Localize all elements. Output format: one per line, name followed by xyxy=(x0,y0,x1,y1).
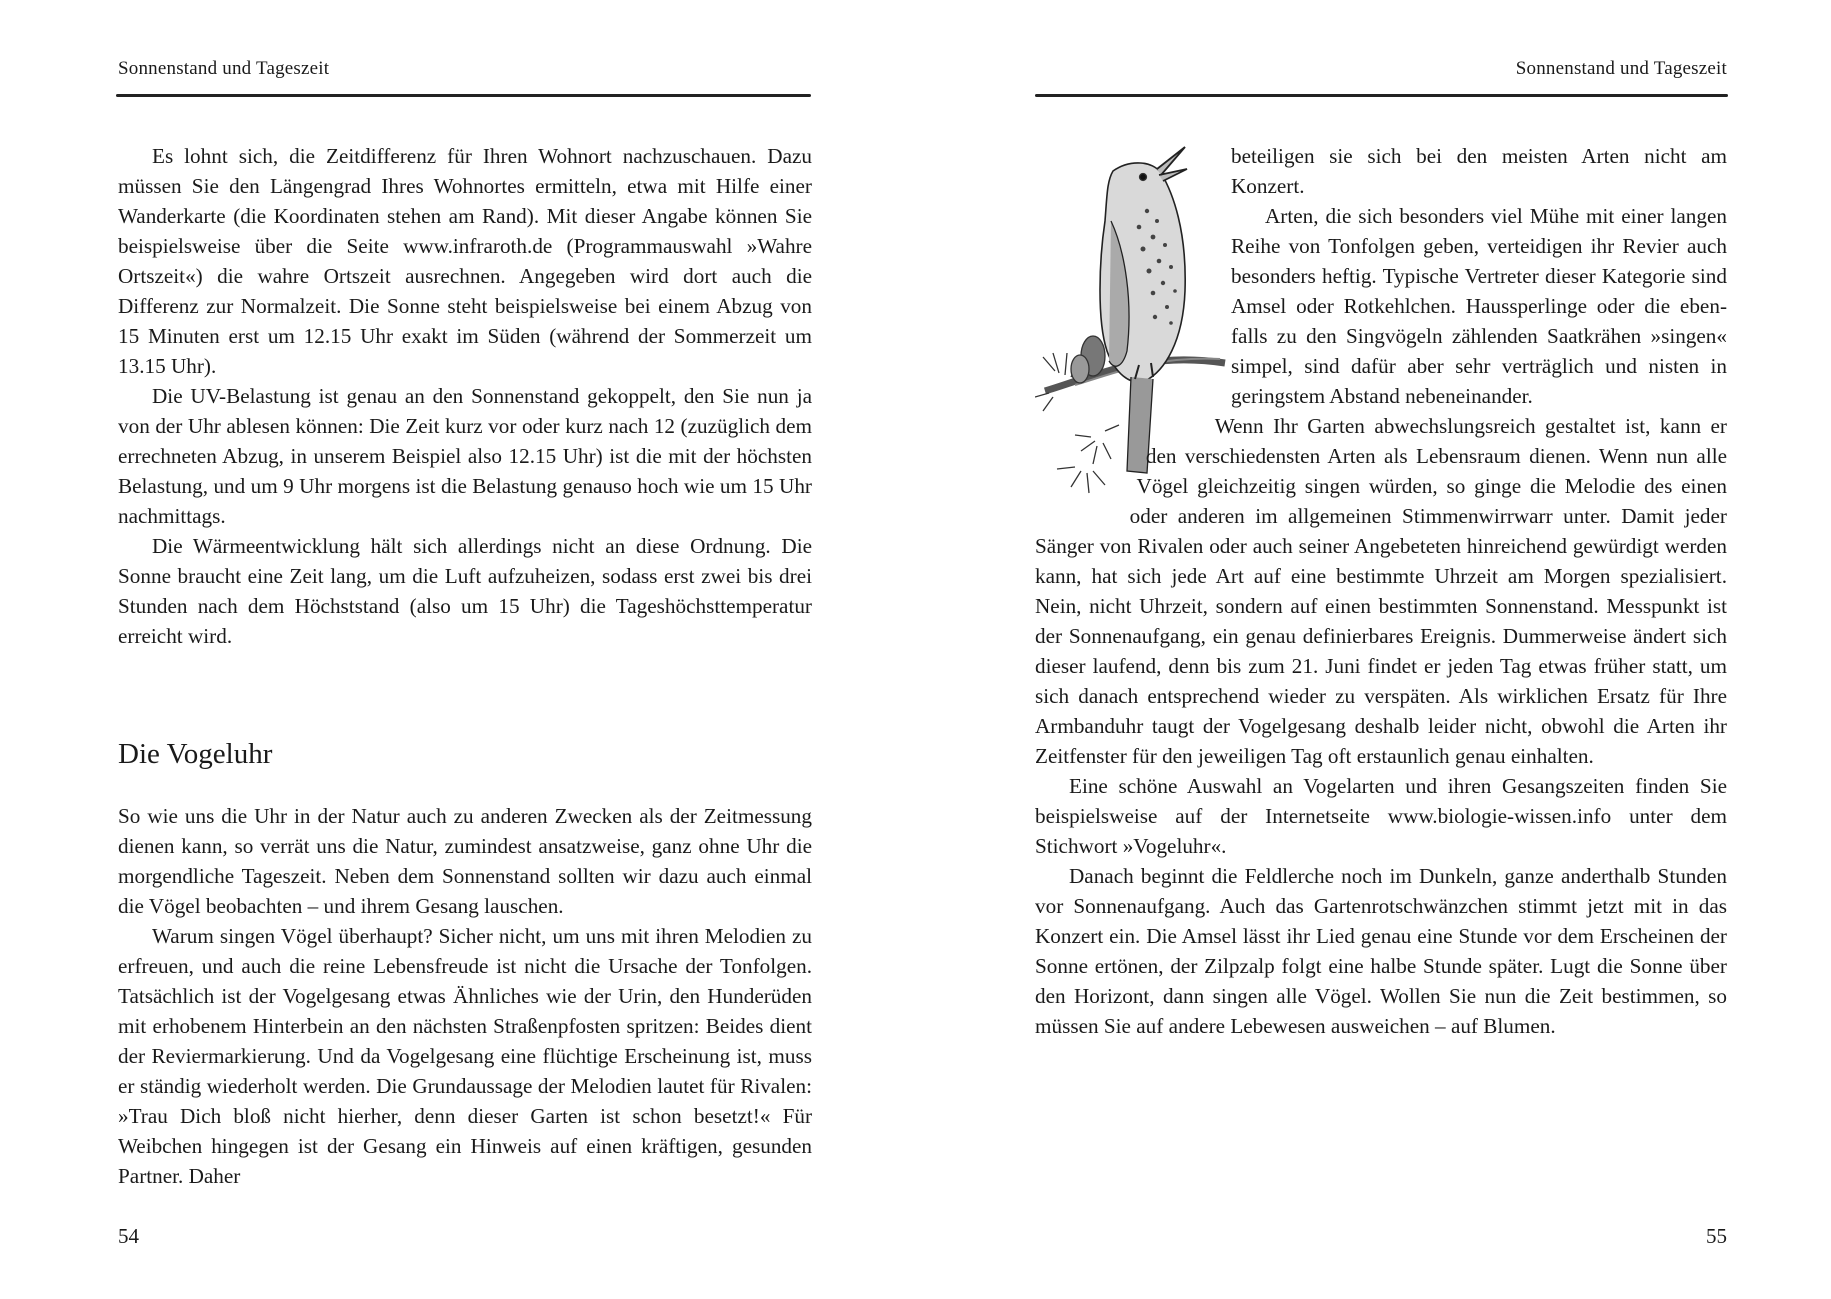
paragraph: Wenn Ihr Garten abwechslungsreich gestaltet ist, kann er den verschiedensten Arten als Lebensraum dienen. Wenn nun alle Vögel gleichzeitig singen würden, so ginge die Melodie des einen oder anderen im allgemeinen Stimmenwirrwarr unter. Damit jeder Sänger von Rivalen oder auch seiner Angebeteten hinreichend gewürdigt werden kann, hat sich jede Art auf eine bestimmte Uhrzeit am Morgen spezialisiert. Nein, nicht Uhrzeit, sondern auf einen bestimmten Sonnenstand. Messpunkt ist der Sonnenaufgang, ein genau definierbares Ereignis. Dummerweise ändert sich dieser laufend, denn bis zum 21. Juni findet er jeden Tag etwas früher statt, um sich danach entsprechend wieder zu verspäten. Als wirklichen Ersatz für Ihre Armbanduhr taugt der Vogelgesang deshalb leider nicht, obwohl die Arten ihr Zeitfenster für den jeweiligen Tag oft erstaunlich genau einhalten. xyxy=(1035,414,1727,768)
text-block xyxy=(1035,141,1727,1041)
text-block-bottom xyxy=(118,801,812,1191)
paragraph: Es lohnt sich, die Zeitdifferenz für Ihren Wohnort nachzuschauen. Dazu müssen Sie den Längengrad Ihres Wohnortes ermitteln, etwa mit Hilfe einer Wanderkarte (die Koordinaten stehen am Rand). Mit dieser Angabe können Sie beispielsweise über die Seite www.infraroth.de (Programmauswahl »Wahre Ortszeit«) die wahre Ortszeit ausrechnen. Angegeben wird dort auch die Differenz zur Normalzeit. Die Sonne steht beispielsweise bei einem Abzug von 15 Minuten erst um 12.15 Uhr exakt im Süden (während der Sommerzeit um 13.15 Uhr). xyxy=(118,144,812,378)
paragraph: Die Wärmeentwicklung hält sich allerdings nicht an diese Ordnung. Die Sonne braucht eine Zeit lang, um die Luft aufzuheizen, sodass erst zwei bis drei Stunden nach dem Höchststand (also um 15 Uhr) die Tageshöchsttemperatur erreicht wird. xyxy=(118,534,812,648)
header-rule xyxy=(1035,94,1728,97)
left-page xyxy=(0,0,915,1299)
running-head: Sonnenstand und Tageszeit xyxy=(118,58,330,79)
header-rule xyxy=(116,94,811,97)
paragraph: Arten, die sich besonders viel Mühe mit einer langen Reihe von Tonfolgen geben, verteidigen ihr Revier auch besonders heftig. Typische Vertreter dieser Kategorie sind Amsel oder Rotkehlchen. Haussperlinge oder die ebenfalls zu den Singvögeln zählenden Saatkrähen »singen« simpel, sind dafür aber sehr verträglich und nisten in geringstem Abstand nebeneinander. xyxy=(1231,204,1727,408)
paragraph: Eine schöne Auswahl an Vogelarten und ihren Gesangszeiten finden Sie beispielsweise auf der Internetseite www.biologie-wissen.info unter dem Stichwort »Vogeluhr«. xyxy=(1035,774,1727,858)
page-number: 54 xyxy=(118,1224,139,1248)
running-head: Sonnenstand und Tageszeit xyxy=(1515,58,1727,79)
paragraph: Die UV-Belastung ist genau an den Sonnenstand gekoppelt, den Sie nun ja von der Uhr ablesen können: Die Zeit kurz vor oder kurz nach 12 (zuzüglich dem errechneten Abzug, in unserem Beispiel also 12.15 Uhr) ist die mit der höchsten Belastung, und um 9 Uhr morgens ist die Belastung genauso hoch wie um 15 Uhr nachmittags. xyxy=(118,384,812,528)
right-page xyxy=(915,0,1831,1299)
paragraph: So wie uns die Uhr in der Natur auch zu anderen Zwecken als der Zeitmessung dienen kann, so verrät uns die Natur, zumindest ansatzweise, ganz ohne Uhr die morgendliche Tageszeit. Neben dem Sonnenstand sollten wir dazu auch einmal die Vögel beobachten – und ihrem Gesang lauschen. xyxy=(118,804,812,918)
section-heading: Die Vogeluhr xyxy=(118,738,273,770)
page-number: 55 xyxy=(1706,1224,1727,1248)
paragraph: beteiligen sie sich bei den meisten Arten nicht am Konzert. xyxy=(1231,144,1727,198)
paragraph: Warum singen Vögel überhaupt? Sicher nicht, um uns mit ihren Melodien zu erfreuen, und auch die reine Lebensfreude ist nicht die Ursache der Tonfolgen. Tatsächlich ist der Vogelgesang etwas Ähnliches wie der Urin, den Hunderüden mit erhobenem Hinterbein an den nächsten Straßenpfosten spritzen: Beides dient der Reviermarkierung. Und da Vogelgesang eine flüchtige Erscheinung ist, muss er ständig wiederholt werden. Die Grundaussage der Melodien lautet für Rivalen: »Trau Dich bloß nicht hierher, denn dieser Garten ist schon besetzt!« Für Weibchen hingegen ist der Gesang ein Hinweis auf einen kräftigen, gesunden Partner. Daher xyxy=(118,924,812,1188)
paragraph: Danach beginnt die Feldlerche noch im Dunkeln, ganze anderthalb Stunden vor Sonnenaufgang. Auch das Gartenrotschwänzchen stimmt jetzt mit in das Konzert ein. Die Amsel lässt ihr Lied genau eine Stunde vor dem Erscheinen der Sonne ertönen, der Zilpzalp folgt eine halbe Stunde später. Lugt die Sonne über den Horizont, dann singen alle Vögel. Wollen Sie nun die Zeit bestimmen, so müssen Sie auf andere Lebewesen ausweichen – auf Blumen. xyxy=(1035,864,1727,1038)
text-block-top xyxy=(118,141,812,651)
